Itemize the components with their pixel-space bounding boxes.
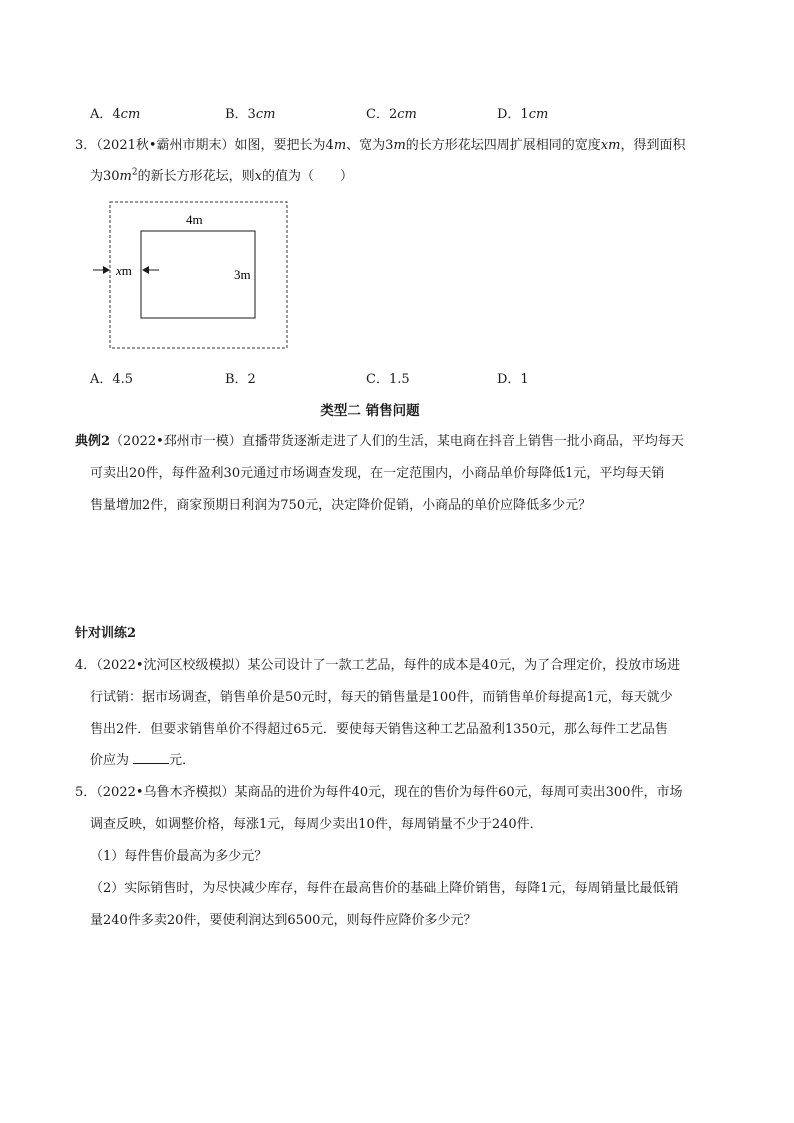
q2-option-b: B．3cm (225, 107, 276, 122)
q4-number: 4． (75, 658, 97, 673)
q3-line1: 3．（2021秋•霸州市期末）如图，要把长为4m、宽为3m的长方形花坛四周扩展相同的宽度xm，得到面积 (75, 138, 686, 153)
q4-source: （2022•沈河区校级模拟） (96, 658, 248, 673)
q3-options (0, 368, 794, 388)
q5-line2: 调查反映，如调整价格，每涨1元，每周少卖出10件，每周销量不少于240件． (90, 817, 543, 832)
q2-option-a: A．4cm (90, 107, 141, 122)
training2-title: 针对训练2 (75, 626, 137, 641)
figure-right-label: 3m (234, 267, 251, 282)
q3-source: （2021秋•霸州市期末） (96, 138, 235, 153)
example2-line1: 典例2（2022•邳州市一模）直播带货逐渐走进了人们的生活，某电商在抖音上销售一批小商品，平均每天 (75, 434, 684, 449)
q3-line2: 为$30m^2$的新长方形花坛，则x的值为（ ） (90, 167, 353, 184)
q4-line3: 售出2件．但要求销售单价不得超过65元．要使每天销售这种工艺品盈利1350元，那么每件工艺品售 (90, 722, 668, 737)
q4-line4: 价应为 元． (90, 753, 196, 768)
q4-answer-blank[interactable] (133, 751, 169, 764)
right-arrow-head (142, 266, 149, 274)
q5-sub2-line1: （2）实际销售时，为尽快减少库存，每件在最高售价的基础上降价销售，每降1元，每周销量比最低销 (90, 881, 679, 896)
q3-number: 3． (75, 138, 97, 153)
example2-line2: 可卖出20件，每件盈利30元通过市场调查发现，在一定范围内，小商品单价每降低1元，平均每天销 (90, 466, 665, 481)
q2-options (0, 103, 794, 123)
section-title: 类型二 销售问题 (320, 403, 420, 419)
q5-line1: 5．（2022•乌鲁木齐模拟）某商品的进价为每件40元，现在的售价为每件60元，每周可卖出300件，市场 (75, 785, 683, 800)
figure-left-label: xm (116, 263, 132, 278)
q3-option-b: B．2 (225, 372, 256, 387)
q3-option-c: C．1.5 (366, 372, 410, 387)
q5-sub2-line2: 量240件多卖20件，要使利润达到6500元，则每件应降价多少元？ (90, 913, 477, 928)
q3-option-d: D．1 (497, 372, 529, 387)
q4-line1: 4．（2022•沈河区校级模拟）某公司设计了一款工艺品，每件的成本是40元，为了合理定价，投放市场进 (75, 658, 681, 673)
q5-sub1: （1）每件售价最高为多少元？ (90, 849, 268, 864)
left-arrow-head (103, 266, 110, 274)
example2-line3: 售量增加2件，商家预期日利润为750元，决定降价促销，小商品的单价应降低多少元？ (90, 498, 592, 513)
figure-top-label: 4m (186, 212, 203, 227)
q5-source: （2022•乌鲁木齐模拟） (96, 785, 235, 800)
example2-source: （2022•邳州市一模） (110, 434, 242, 449)
q3-figure (88, 196, 298, 354)
q3-option-a: A．4.5 (90, 372, 134, 387)
example2-label: 典例2 (75, 434, 111, 449)
q2-option-c: C．2cm (366, 107, 417, 122)
q2-option-d: D．1cm (497, 107, 549, 122)
q4-line2: 行试销：据市场调查，销售单价是50元时，每天的销售量是100件，而销售单价每提高1元，每天就少 (90, 690, 673, 705)
q5-number: 5． (75, 785, 97, 800)
